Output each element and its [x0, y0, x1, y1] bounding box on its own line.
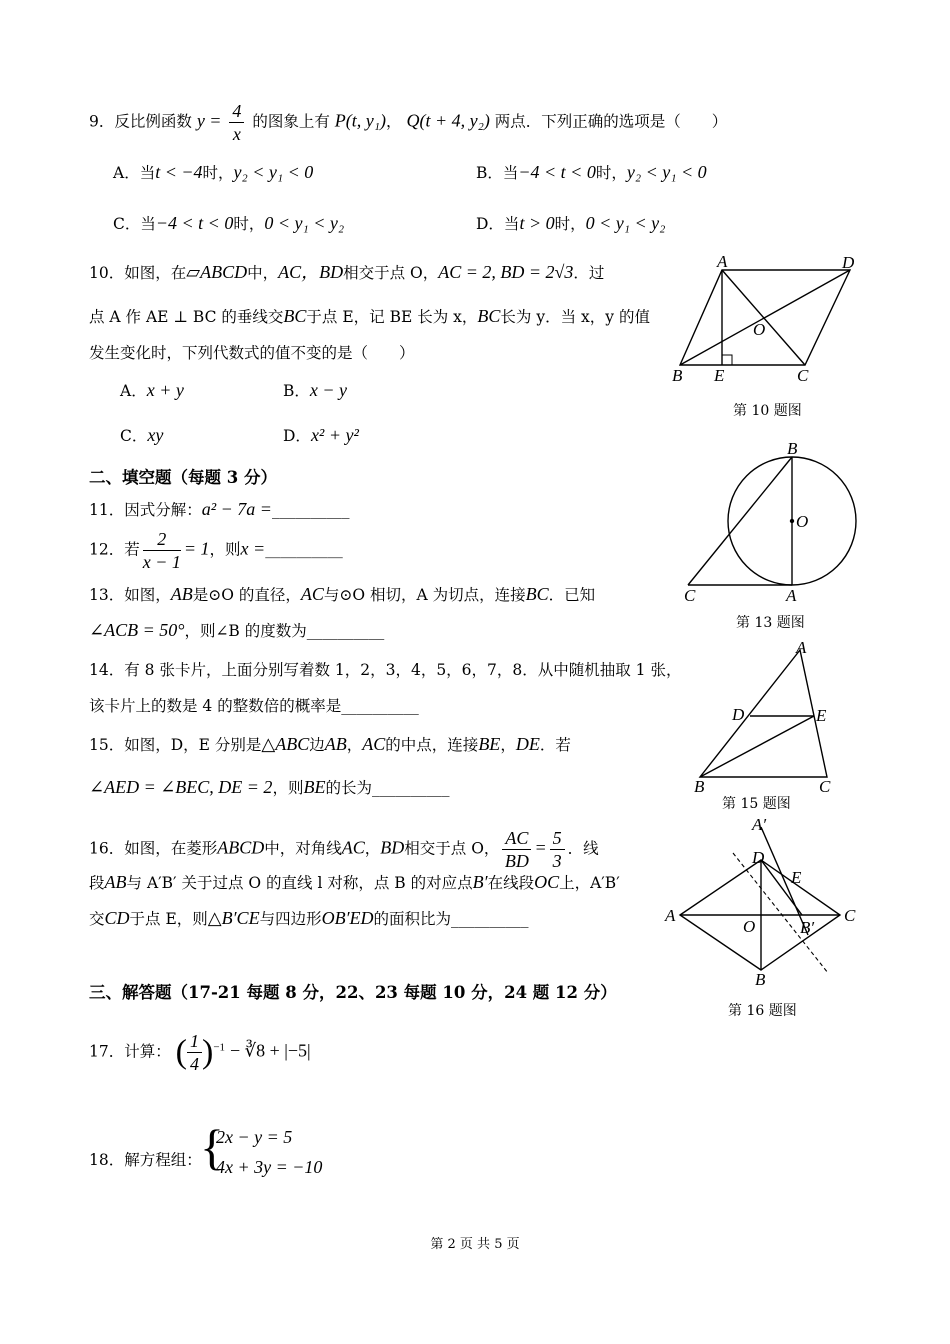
q13-label-c: C	[684, 586, 696, 605]
page-footer: 第 2 页 共 5 页	[430, 1237, 520, 1252]
q10-label-d: D	[842, 253, 855, 272]
q15-label-b: B	[694, 777, 705, 796]
q18-prefix: 18．解方程组：	[89, 1151, 202, 1169]
q10-option-d: D．x² + y²	[283, 425, 359, 445]
q15-figure	[690, 640, 860, 795]
q10-label-c: C	[797, 366, 809, 385]
q15-line1: 15．如图，D，E 分别是△ABC边AB，AC的中点，连接BE，DE．若	[89, 734, 571, 754]
q16-label-e: E	[791, 868, 802, 887]
q16-label-d: D	[752, 848, 765, 867]
q15-label-c: C	[819, 777, 831, 796]
q18-brace: {	[200, 1119, 224, 1175]
q9-option-c: C．当−4 < t < 0时，0 < y₁ < y₂	[113, 213, 345, 233]
q10-line1: 10．如图，在▱ABCD中，AC，BD相交于点 O，AC = 2, BD = 2√3．过	[89, 262, 605, 282]
q18-equation-2: 4x + 3y = −10	[216, 1157, 323, 1177]
q10-option-b: B．x − y	[283, 380, 348, 400]
q10-label-a: A	[717, 252, 728, 271]
q12: 12．若 $\frac{2}{x - 1}$ = 1，则x =__________	[89, 529, 343, 572]
q9-option-a: A．当t < −4时，y₂ < y₁ < 0	[113, 162, 314, 182]
q15-label-a: A	[796, 638, 807, 657]
q16-caption: 第 16 题图	[728, 1003, 797, 1019]
q10-label-b: B	[672, 366, 683, 385]
q11: 11．因式分解：a² − 7a =__________	[89, 499, 350, 519]
q16-line1: 16．如图，在菱形ABCD中，对角线AC，BD相交于点 O， $\frac{AC}{BD}$ = $\frac{5}{3}$ ．线	[89, 828, 599, 871]
q16-figure	[660, 815, 870, 990]
q14-line1: 14．有 8 张卡片，上面分别写着数 1，2，3，4，5，6，7，8．从中随机抽取 1 张，	[89, 661, 682, 679]
q15-caption: 第 15 题图	[722, 796, 791, 812]
q10-option-a: A．x + y	[120, 380, 184, 400]
q16-label-o: O	[743, 917, 756, 936]
q16-label-a1: A′	[752, 815, 767, 834]
q9-option-d: D．当t > 0时，0 < y₁ < y₂	[476, 213, 666, 233]
q16-line3: 交CD于点 E，则△B′CE与四边形OB′ED的面积比为__________	[89, 908, 529, 928]
q10-option-c: C．xy	[120, 425, 164, 445]
q16-label-c: C	[844, 906, 856, 925]
q13-label-b: B	[787, 439, 798, 458]
q17: 17．计算： ( $\frac{1}{4}$ )$^{-1}$ − ∛8 + |−5|	[89, 1031, 311, 1074]
q9-stem: 9．反比例函数 y = $\frac{4}{x}$ 的图象上有 P(t, y₁)， Q(t + 4, y₂) 两点．下列正确的选项是（ ）	[89, 101, 728, 144]
q15-label-e: E	[816, 706, 827, 725]
q16-label-b1: B′	[800, 918, 815, 937]
q10-line2: 点 A 作 AE ⊥ BC 的垂线交BC于点 E，记 BE 长为 x，BC长为 y．当 x，y 的值	[89, 306, 650, 326]
section3-title: 三、解答题（17-21 每题 8 分，22、23 每题 10 分，24 题 12 分）	[89, 983, 617, 1002]
q13-label-o: O	[796, 512, 809, 531]
q13-center-dot	[790, 519, 794, 523]
q18-equation-1: 2x − y = 5	[216, 1127, 293, 1147]
q16-label-b: B	[755, 970, 766, 989]
section2-title: 二、填空题（每题 3 分）	[89, 468, 277, 487]
q13-line1: 13．如图，AB是⊙O 的直径，AC与⊙O 相切，A 为切点，连接BC．已知	[89, 584, 596, 604]
q9-option-b: B．当−4 < t < 0时，y₂ < y₁ < 0	[476, 162, 707, 182]
q13-figure	[680, 440, 870, 605]
q13-label-a: A	[786, 586, 797, 605]
q10-diagonal-ac	[722, 270, 805, 365]
q15-line2: ∠AED = ∠BEC, DE = 2，则BE的长为__________	[89, 777, 450, 797]
q10-figure	[670, 252, 870, 390]
q10-label-e: E	[714, 366, 725, 385]
q15-triangle	[700, 650, 827, 777]
q15-segment-be	[700, 716, 814, 777]
q9-fraction: $\frac{4}{x}$	[229, 100, 244, 145]
q16-label-a: A	[665, 906, 676, 925]
q10-label-o: O	[753, 320, 766, 339]
q15-label-d: D	[732, 705, 745, 724]
q13-line2: ∠ACB = 50°，则∠B 的度数为__________	[89, 620, 385, 640]
q13-caption: 第 13 题图	[736, 615, 805, 631]
q10-line3: 发生变化时，下列代数式的值不变的是（ ）	[89, 344, 415, 362]
q10-caption: 第 10 题图	[733, 403, 802, 419]
q14-line2: 该卡片上的数是 4 的整数倍的概率是__________	[89, 697, 419, 715]
q13-segment-bc	[688, 457, 792, 585]
q10-diagonal-bd	[680, 270, 850, 365]
q16-line2: 段AB与 A′B′ 关于过点 O 的直线 l 对称，点 B 的对应点B′在线段OC上，A′B′	[89, 872, 620, 892]
q10-right-angle	[722, 355, 732, 365]
